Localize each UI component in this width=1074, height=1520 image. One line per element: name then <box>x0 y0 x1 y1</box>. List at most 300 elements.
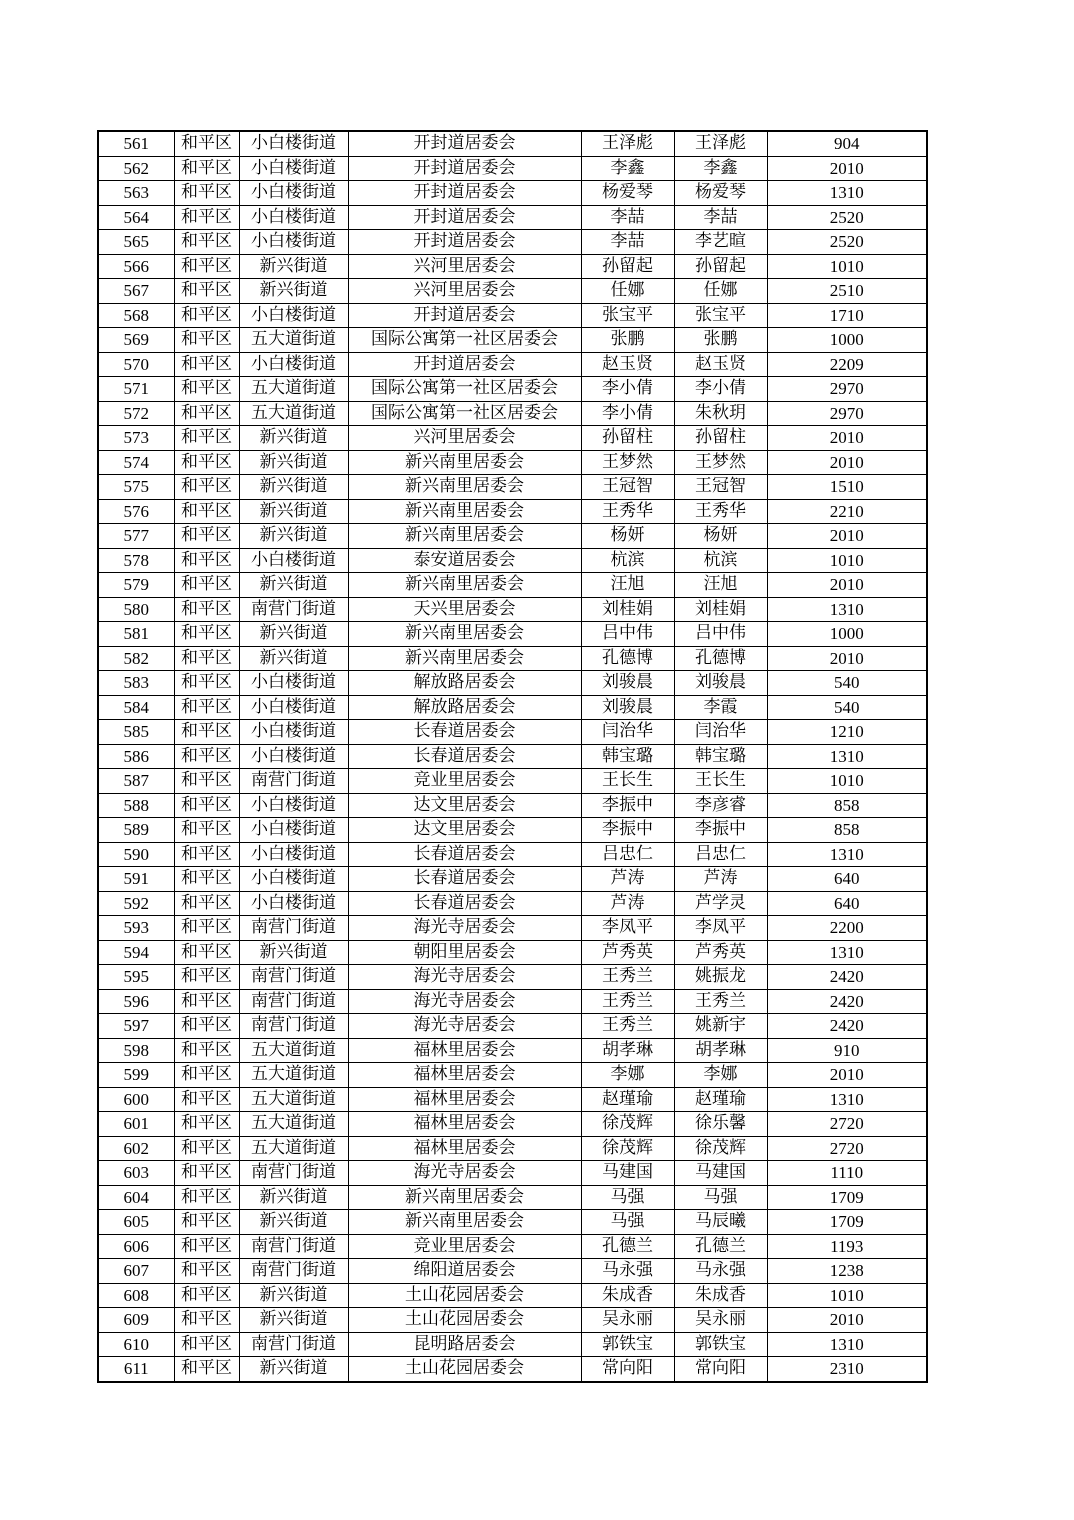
table-body <box>98 131 927 1382</box>
row-number-cell: 583 <box>98 671 174 696</box>
table-row <box>98 475 927 500</box>
amount-cell: 2209 <box>767 352 927 377</box>
street-cell: 新兴街道 <box>239 524 348 549</box>
amount-cell: 2010 <box>767 156 927 181</box>
row-number-cell: 587 <box>98 769 174 794</box>
member-cell: 赵瑾瑜 <box>674 1087 767 1112</box>
table-row <box>98 989 927 1014</box>
street-cell: 小白楼街道 <box>239 695 348 720</box>
row-number-cell: 567 <box>98 279 174 304</box>
amount-cell: 1000 <box>767 622 927 647</box>
district-cell: 和平区 <box>174 622 239 647</box>
amount-cell: 1110 <box>767 1161 927 1186</box>
street-cell: 新兴街道 <box>239 1185 348 1210</box>
amount-cell: 2210 <box>767 499 927 524</box>
table-row <box>98 230 927 255</box>
amount-cell: 1010 <box>767 769 927 794</box>
committee-cell: 达文里居委会 <box>348 818 581 843</box>
amount-cell: 2970 <box>767 401 927 426</box>
applicant-cell: 芦涛 <box>581 867 674 892</box>
applicant-cell: 刘骏晨 <box>581 671 674 696</box>
member-cell: 王冠智 <box>674 475 767 500</box>
committee-cell: 新兴南里居委会 <box>348 622 581 647</box>
member-cell: 刘桂娟 <box>674 597 767 622</box>
amount-cell: 1310 <box>767 597 927 622</box>
applicant-cell: 常向阳 <box>581 1357 674 1382</box>
committee-cell: 海光寺居委会 <box>348 1161 581 1186</box>
table-row <box>98 524 927 549</box>
street-cell: 小白楼街道 <box>239 867 348 892</box>
member-cell: 胡孝琳 <box>674 1038 767 1063</box>
applicant-cell: 汪旭 <box>581 573 674 598</box>
district-cell: 和平区 <box>174 524 239 549</box>
amount-cell: 540 <box>767 671 927 696</box>
table-row <box>98 426 927 451</box>
row-number-cell: 586 <box>98 744 174 769</box>
table-row <box>98 1332 927 1357</box>
amount-cell: 1709 <box>767 1210 927 1235</box>
amount-cell: 1310 <box>767 744 927 769</box>
applicant-cell: 杨妍 <box>581 524 674 549</box>
table-row <box>98 254 927 279</box>
amount-cell: 2010 <box>767 573 927 598</box>
applicant-cell: 李小倩 <box>581 377 674 402</box>
district-cell: 和平区 <box>174 818 239 843</box>
member-cell: 马辰曦 <box>674 1210 767 1235</box>
table-row <box>98 842 927 867</box>
applicant-cell: 芦秀英 <box>581 940 674 965</box>
committee-cell: 开封道居委会 <box>348 181 581 206</box>
applicant-cell: 吕忠仁 <box>581 842 674 867</box>
amount-cell: 2420 <box>767 1014 927 1039</box>
amount-cell: 2200 <box>767 916 927 941</box>
district-cell: 和平区 <box>174 842 239 867</box>
applicant-cell: 李娜 <box>581 1063 674 1088</box>
district-cell: 和平区 <box>174 769 239 794</box>
member-cell: 马永强 <box>674 1259 767 1284</box>
applicant-cell: 孔德兰 <box>581 1234 674 1259</box>
district-cell: 和平区 <box>174 1332 239 1357</box>
district-cell: 和平区 <box>174 1185 239 1210</box>
table-row <box>98 1161 927 1186</box>
street-cell: 小白楼街道 <box>239 181 348 206</box>
committee-cell: 新兴南里居委会 <box>348 499 581 524</box>
district-cell: 和平区 <box>174 1210 239 1235</box>
district-cell: 和平区 <box>174 377 239 402</box>
district-cell: 和平区 <box>174 1112 239 1137</box>
district-cell: 和平区 <box>174 695 239 720</box>
member-cell: 李凤平 <box>674 916 767 941</box>
table-row <box>98 1234 927 1259</box>
street-cell: 小白楼街道 <box>239 131 348 156</box>
table-row <box>98 377 927 402</box>
district-cell: 和平区 <box>174 1283 239 1308</box>
district-cell: 和平区 <box>174 1063 239 1088</box>
street-cell: 南营门街道 <box>239 1234 348 1259</box>
data-table <box>97 130 928 1383</box>
table-row <box>98 1210 927 1235</box>
row-number-cell: 601 <box>98 1112 174 1137</box>
table-row <box>98 646 927 671</box>
member-cell: 李彦睿 <box>674 793 767 818</box>
applicant-cell: 赵玉贤 <box>581 352 674 377</box>
table-row <box>98 671 927 696</box>
table-row <box>98 1087 927 1112</box>
row-number-cell: 575 <box>98 475 174 500</box>
committee-cell: 海光寺居委会 <box>348 965 581 990</box>
applicant-cell: 李凤平 <box>581 916 674 941</box>
row-number-cell: 600 <box>98 1087 174 1112</box>
street-cell: 南营门街道 <box>239 1014 348 1039</box>
row-number-cell: 608 <box>98 1283 174 1308</box>
district-cell: 和平区 <box>174 181 239 206</box>
street-cell: 小白楼街道 <box>239 548 348 573</box>
district-cell: 和平区 <box>174 965 239 990</box>
street-cell: 五大道街道 <box>239 377 348 402</box>
committee-cell: 开封道居委会 <box>348 352 581 377</box>
committee-cell: 朝阳里居委会 <box>348 940 581 965</box>
committee-cell: 新兴南里居委会 <box>348 1210 581 1235</box>
table-row <box>98 793 927 818</box>
applicant-cell: 芦涛 <box>581 891 674 916</box>
applicant-cell: 刘骏晨 <box>581 695 674 720</box>
applicant-cell: 马强 <box>581 1185 674 1210</box>
applicant-cell: 王秀华 <box>581 499 674 524</box>
table-row <box>98 1112 927 1137</box>
member-cell: 朱秋玥 <box>674 401 767 426</box>
district-cell: 和平区 <box>174 254 239 279</box>
row-number-cell: 576 <box>98 499 174 524</box>
district-cell: 和平区 <box>174 744 239 769</box>
district-cell: 和平区 <box>174 989 239 1014</box>
street-cell: 南营门街道 <box>239 1161 348 1186</box>
row-number-cell: 595 <box>98 965 174 990</box>
member-cell: 常向阳 <box>674 1357 767 1382</box>
member-cell: 李鑫 <box>674 156 767 181</box>
table-row <box>98 352 927 377</box>
amount-cell: 640 <box>767 891 927 916</box>
row-number-cell: 589 <box>98 818 174 843</box>
row-number-cell: 569 <box>98 328 174 353</box>
street-cell: 南营门街道 <box>239 965 348 990</box>
street-cell: 新兴街道 <box>239 1308 348 1333</box>
table-row <box>98 181 927 206</box>
member-cell: 王秀华 <box>674 499 767 524</box>
committee-cell: 海光寺居委会 <box>348 989 581 1014</box>
member-cell: 汪旭 <box>674 573 767 598</box>
district-cell: 和平区 <box>174 1308 239 1333</box>
row-number-cell: 588 <box>98 793 174 818</box>
amount-cell: 2010 <box>767 1063 927 1088</box>
committee-cell: 福林里居委会 <box>348 1136 581 1161</box>
district-cell: 和平区 <box>174 401 239 426</box>
row-number-cell: 593 <box>98 916 174 941</box>
row-number-cell: 572 <box>98 401 174 426</box>
table-row <box>98 818 927 843</box>
member-cell: 姚振龙 <box>674 965 767 990</box>
street-cell: 五大道街道 <box>239 1038 348 1063</box>
amount-cell: 2720 <box>767 1136 927 1161</box>
street-cell: 新兴街道 <box>239 940 348 965</box>
member-cell: 芦涛 <box>674 867 767 892</box>
applicant-cell: 吕中伟 <box>581 622 674 647</box>
member-cell: 姚新宇 <box>674 1014 767 1039</box>
row-number-cell: 592 <box>98 891 174 916</box>
committee-cell: 新兴南里居委会 <box>348 524 581 549</box>
district-cell: 和平区 <box>174 720 239 745</box>
amount-cell: 858 <box>767 793 927 818</box>
committee-cell: 竞业里居委会 <box>348 1234 581 1259</box>
row-number-cell: 579 <box>98 573 174 598</box>
district-cell: 和平区 <box>174 1136 239 1161</box>
member-cell: 韩宝璐 <box>674 744 767 769</box>
amount-cell: 910 <box>767 1038 927 1063</box>
member-cell: 李振中 <box>674 818 767 843</box>
amount-cell: 1710 <box>767 303 927 328</box>
row-number-cell: 596 <box>98 989 174 1014</box>
district-cell: 和平区 <box>174 916 239 941</box>
street-cell: 小白楼街道 <box>239 156 348 181</box>
street-cell: 小白楼街道 <box>239 303 348 328</box>
street-cell: 新兴街道 <box>239 1283 348 1308</box>
district-cell: 和平区 <box>174 352 239 377</box>
committee-cell: 开封道居委会 <box>348 156 581 181</box>
district-cell: 和平区 <box>174 891 239 916</box>
row-number-cell: 563 <box>98 181 174 206</box>
street-cell: 新兴街道 <box>239 426 348 451</box>
table-row <box>98 695 927 720</box>
table-row <box>98 450 927 475</box>
district-cell: 和平区 <box>174 475 239 500</box>
applicant-cell: 胡孝琳 <box>581 1038 674 1063</box>
street-cell: 南营门街道 <box>239 1332 348 1357</box>
committee-cell: 国际公寓第一社区居委会 <box>348 377 581 402</box>
member-cell: 吕忠仁 <box>674 842 767 867</box>
row-number-cell: 561 <box>98 131 174 156</box>
street-cell: 新兴街道 <box>239 279 348 304</box>
applicant-cell: 韩宝璐 <box>581 744 674 769</box>
member-cell: 王梦然 <box>674 450 767 475</box>
row-number-cell: 562 <box>98 156 174 181</box>
street-cell: 小白楼街道 <box>239 793 348 818</box>
amount-cell: 1310 <box>767 842 927 867</box>
member-cell: 闫治华 <box>674 720 767 745</box>
member-cell: 芦秀英 <box>674 940 767 965</box>
row-number-cell: 609 <box>98 1308 174 1333</box>
street-cell: 小白楼街道 <box>239 818 348 843</box>
applicant-cell: 马强 <box>581 1210 674 1235</box>
committee-cell: 昆明路居委会 <box>348 1332 581 1357</box>
member-cell: 李喆 <box>674 205 767 230</box>
district-cell: 和平区 <box>174 450 239 475</box>
amount-cell: 1310 <box>767 940 927 965</box>
applicant-cell: 赵瑾瑜 <box>581 1087 674 1112</box>
committee-cell: 海光寺居委会 <box>348 916 581 941</box>
row-number-cell: 598 <box>98 1038 174 1063</box>
applicant-cell: 李振中 <box>581 818 674 843</box>
row-number-cell: 577 <box>98 524 174 549</box>
applicant-cell: 孙留柱 <box>581 426 674 451</box>
table-row <box>98 303 927 328</box>
committee-cell: 土山花园居委会 <box>348 1357 581 1382</box>
street-cell: 新兴街道 <box>239 1357 348 1382</box>
street-cell: 五大道街道 <box>239 1087 348 1112</box>
street-cell: 新兴街道 <box>239 1210 348 1235</box>
amount-cell: 1193 <box>767 1234 927 1259</box>
table-row <box>98 1038 927 1063</box>
row-number-cell: 571 <box>98 377 174 402</box>
district-cell: 和平区 <box>174 1087 239 1112</box>
row-number-cell: 605 <box>98 1210 174 1235</box>
member-cell: 郭铁宝 <box>674 1332 767 1357</box>
amount-cell: 2010 <box>767 524 927 549</box>
district-cell: 和平区 <box>174 1234 239 1259</box>
row-number-cell: 606 <box>98 1234 174 1259</box>
committee-cell: 兴河里居委会 <box>348 426 581 451</box>
committee-cell: 海光寺居委会 <box>348 1014 581 1039</box>
member-cell: 吕中伟 <box>674 622 767 647</box>
amount-cell: 904 <box>767 131 927 156</box>
row-number-cell: 581 <box>98 622 174 647</box>
applicant-cell: 杭滨 <box>581 548 674 573</box>
amount-cell: 2420 <box>767 965 927 990</box>
street-cell: 新兴街道 <box>239 475 348 500</box>
amount-cell: 540 <box>767 695 927 720</box>
row-number-cell: 580 <box>98 597 174 622</box>
member-cell: 李霞 <box>674 695 767 720</box>
committee-cell: 竞业里居委会 <box>348 769 581 794</box>
amount-cell: 1709 <box>767 1185 927 1210</box>
amount-cell: 2720 <box>767 1112 927 1137</box>
table-row <box>98 916 927 941</box>
member-cell: 任娜 <box>674 279 767 304</box>
table-row <box>98 744 927 769</box>
row-number-cell: 585 <box>98 720 174 745</box>
applicant-cell: 徐茂辉 <box>581 1112 674 1137</box>
row-number-cell: 594 <box>98 940 174 965</box>
row-number-cell: 602 <box>98 1136 174 1161</box>
applicant-cell: 李小倩 <box>581 401 674 426</box>
table-row <box>98 1283 927 1308</box>
street-cell: 小白楼街道 <box>239 205 348 230</box>
street-cell: 南营门街道 <box>239 1259 348 1284</box>
table-row <box>98 279 927 304</box>
committee-cell: 福林里居委会 <box>348 1063 581 1088</box>
member-cell: 朱成香 <box>674 1283 767 1308</box>
row-number-cell: 564 <box>98 205 174 230</box>
applicant-cell: 朱成香 <box>581 1283 674 1308</box>
committee-cell: 开封道居委会 <box>348 303 581 328</box>
table-row <box>98 156 927 181</box>
applicant-cell: 徐茂辉 <box>581 1136 674 1161</box>
row-number-cell: 607 <box>98 1259 174 1284</box>
member-cell: 杨妍 <box>674 524 767 549</box>
amount-cell: 2510 <box>767 279 927 304</box>
amount-cell: 2520 <box>767 230 927 255</box>
street-cell: 小白楼街道 <box>239 720 348 745</box>
committee-cell: 兴河里居委会 <box>348 254 581 279</box>
row-number-cell: 590 <box>98 842 174 867</box>
applicant-cell: 王冠智 <box>581 475 674 500</box>
table-row <box>98 769 927 794</box>
street-cell: 小白楼街道 <box>239 671 348 696</box>
applicant-cell: 孔德博 <box>581 646 674 671</box>
table-row <box>98 1185 927 1210</box>
amount-cell: 2970 <box>767 377 927 402</box>
member-cell: 张宝平 <box>674 303 767 328</box>
table-row <box>98 720 927 745</box>
member-cell: 孙留柱 <box>674 426 767 451</box>
row-number-cell: 584 <box>98 695 174 720</box>
committee-cell: 国际公寓第一社区居委会 <box>348 401 581 426</box>
member-cell: 张鹏 <box>674 328 767 353</box>
district-cell: 和平区 <box>174 597 239 622</box>
table-row <box>98 131 927 156</box>
amount-cell: 1000 <box>767 328 927 353</box>
committee-cell: 新兴南里居委会 <box>348 450 581 475</box>
member-cell: 孔德兰 <box>674 1234 767 1259</box>
street-cell: 小白楼街道 <box>239 352 348 377</box>
table-row <box>98 597 927 622</box>
member-cell: 王秀兰 <box>674 989 767 1014</box>
table-row <box>98 499 927 524</box>
street-cell: 新兴街道 <box>239 622 348 647</box>
amount-cell: 2010 <box>767 1308 927 1333</box>
row-number-cell: 604 <box>98 1185 174 1210</box>
applicant-cell: 王秀兰 <box>581 989 674 1014</box>
district-cell: 和平区 <box>174 940 239 965</box>
district-cell: 和平区 <box>174 646 239 671</box>
applicant-cell: 刘桂娟 <box>581 597 674 622</box>
applicant-cell: 李喆 <box>581 230 674 255</box>
table-row <box>98 1014 927 1039</box>
row-number-cell: 582 <box>98 646 174 671</box>
committee-cell: 长春道居委会 <box>348 891 581 916</box>
applicant-cell: 王秀兰 <box>581 965 674 990</box>
member-cell: 徐乐馨 <box>674 1112 767 1137</box>
row-number-cell: 574 <box>98 450 174 475</box>
amount-cell: 640 <box>767 867 927 892</box>
row-number-cell: 573 <box>98 426 174 451</box>
member-cell: 徐茂辉 <box>674 1136 767 1161</box>
committee-cell: 泰安道居委会 <box>348 548 581 573</box>
applicant-cell: 王秀兰 <box>581 1014 674 1039</box>
member-cell: 杭滨 <box>674 548 767 573</box>
member-cell: 马强 <box>674 1185 767 1210</box>
street-cell: 五大道街道 <box>239 328 348 353</box>
committee-cell: 新兴南里居委会 <box>348 646 581 671</box>
amount-cell: 1310 <box>767 181 927 206</box>
committee-cell: 长春道居委会 <box>348 842 581 867</box>
district-cell: 和平区 <box>174 1161 239 1186</box>
applicant-cell: 李振中 <box>581 793 674 818</box>
applicant-cell: 孙留起 <box>581 254 674 279</box>
district-cell: 和平区 <box>174 205 239 230</box>
committee-cell: 长春道居委会 <box>348 867 581 892</box>
street-cell: 五大道街道 <box>239 1136 348 1161</box>
street-cell: 小白楼街道 <box>239 230 348 255</box>
table-row <box>98 965 927 990</box>
street-cell: 新兴街道 <box>239 573 348 598</box>
amount-cell: 1010 <box>767 548 927 573</box>
committee-cell: 长春道居委会 <box>348 744 581 769</box>
applicant-cell: 杨爱琴 <box>581 181 674 206</box>
table-row <box>98 573 927 598</box>
committee-cell: 天兴里居委会 <box>348 597 581 622</box>
amount-cell: 1310 <box>767 1332 927 1357</box>
table-row <box>98 1357 927 1382</box>
row-number-cell: 603 <box>98 1161 174 1186</box>
